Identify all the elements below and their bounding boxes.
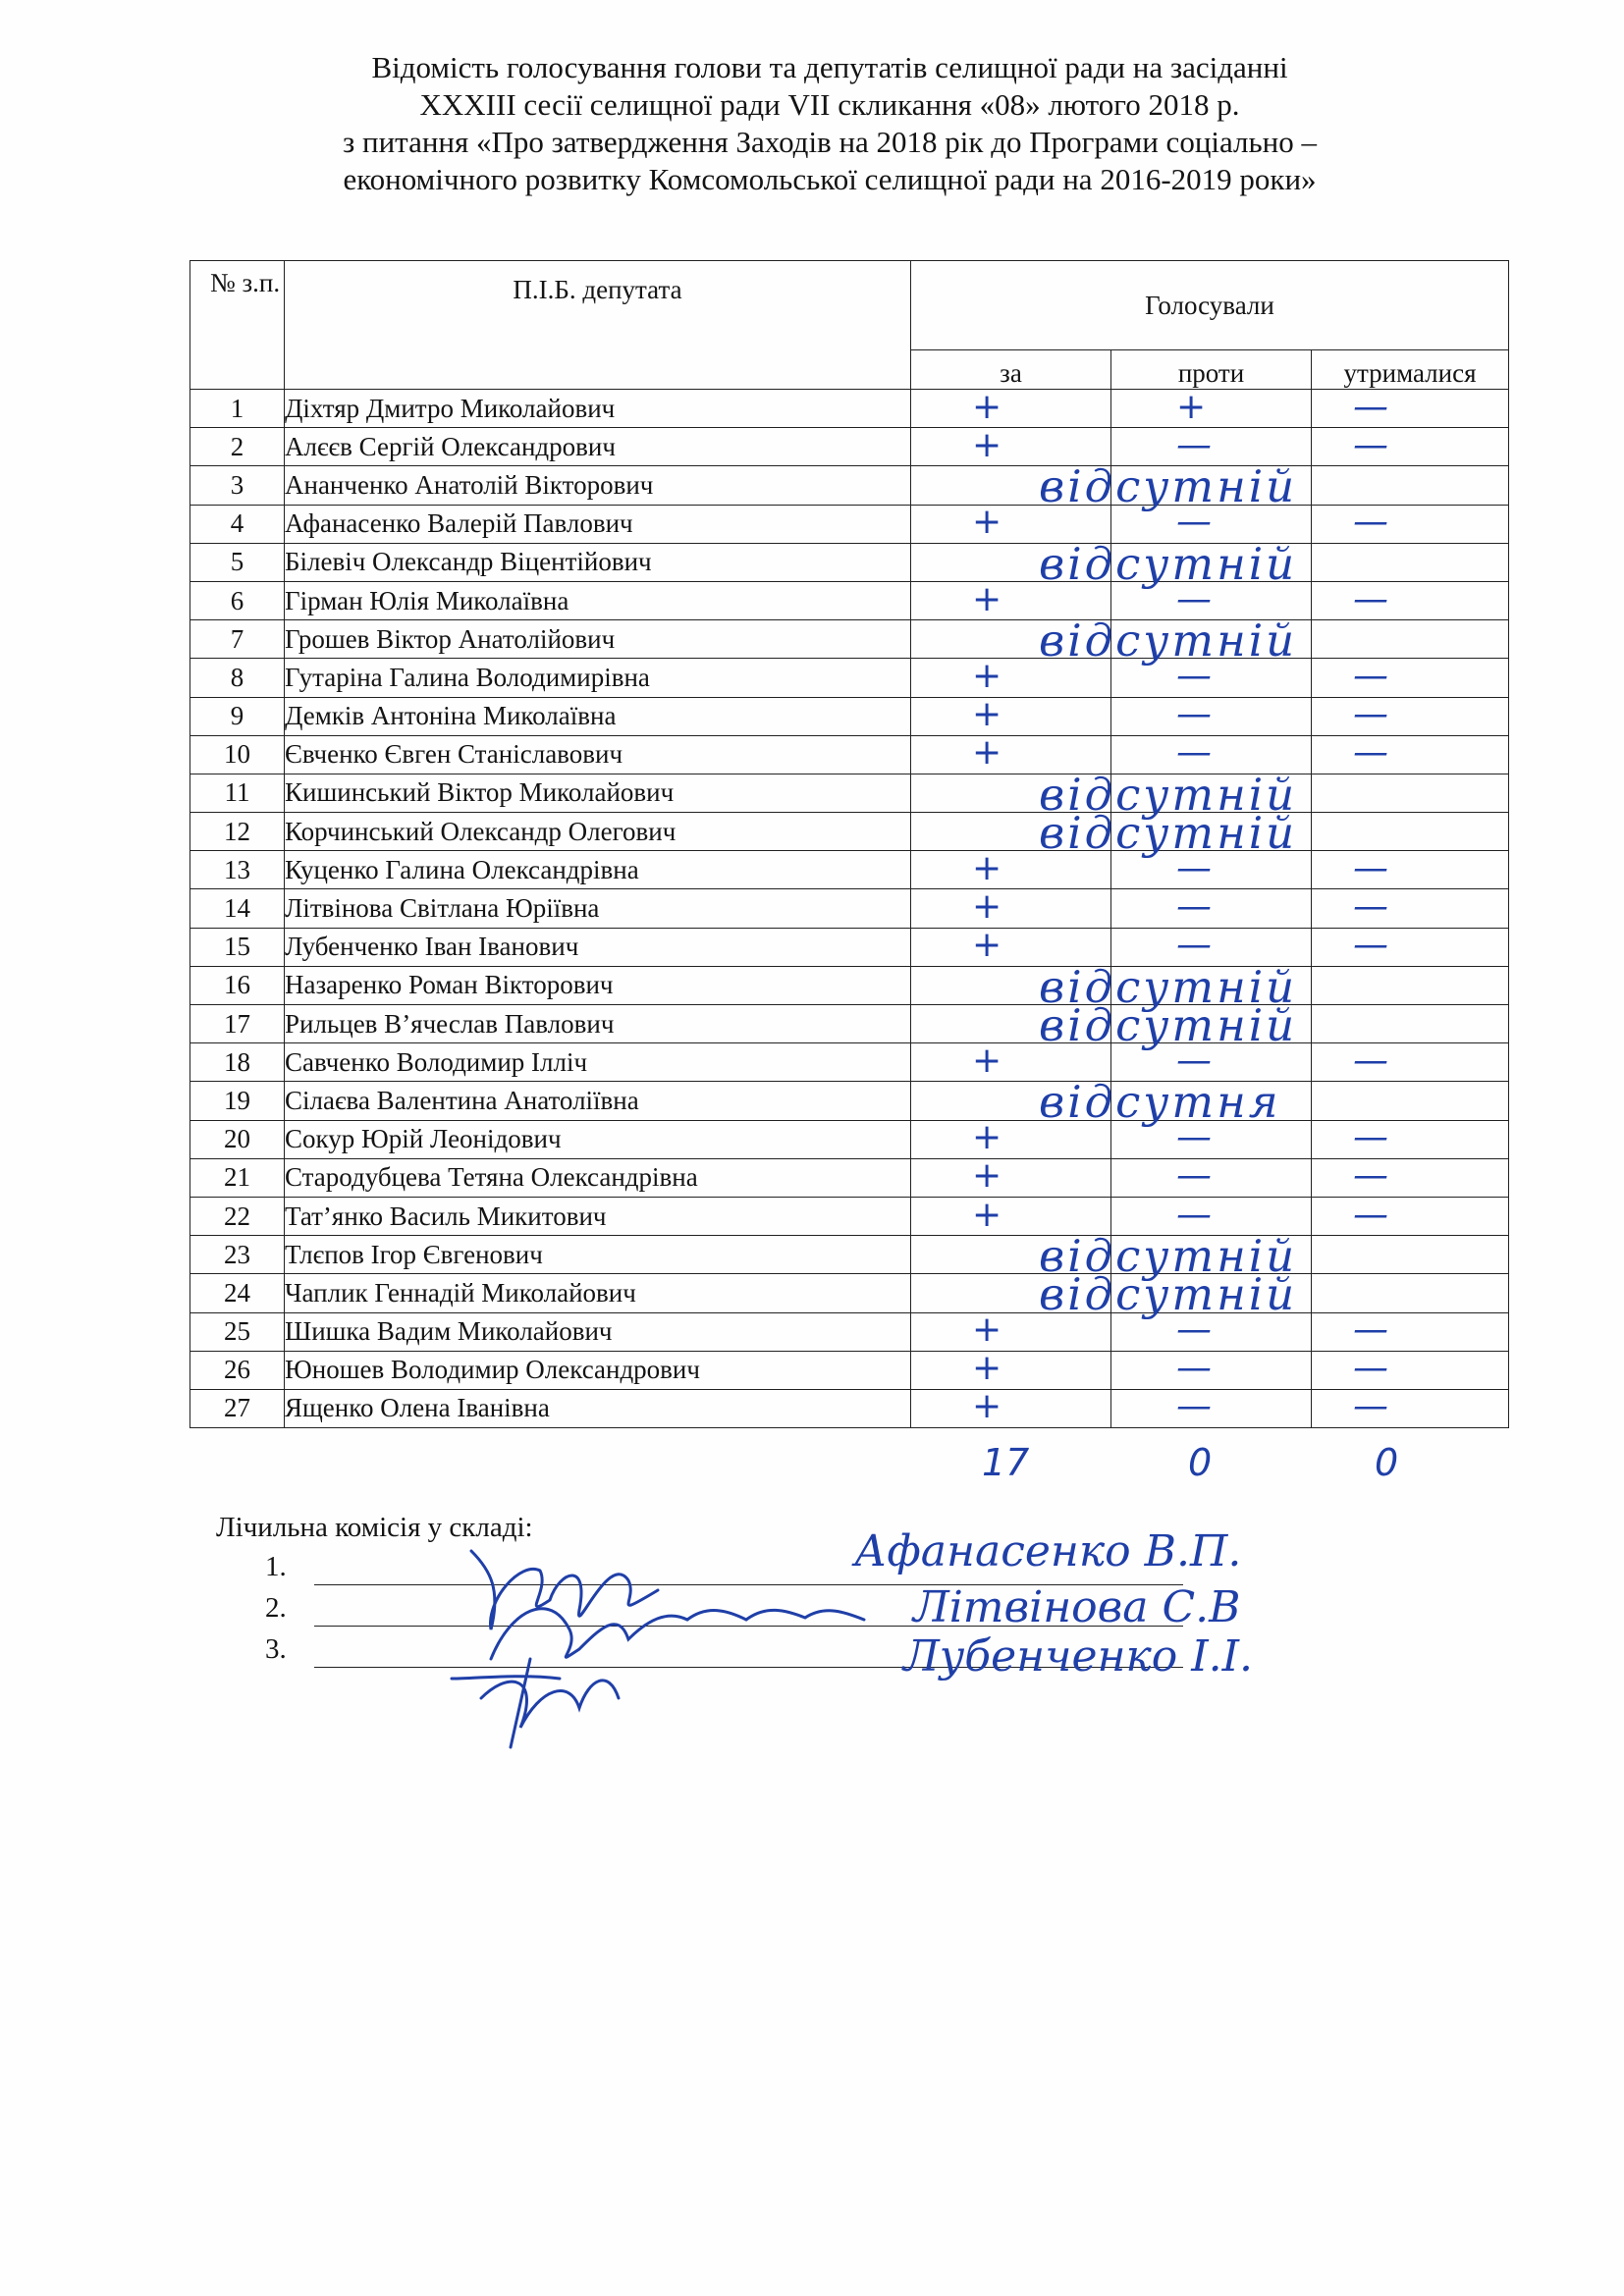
vote-abstained-cell: [1312, 813, 1509, 851]
vote-abstained-cell: [1312, 1386, 1509, 1427]
absent-mark: відсутній: [1039, 614, 1298, 667]
vote-abstained-mark: —: [1353, 694, 1388, 735]
vote-against-mark: —: [1176, 925, 1212, 966]
vote-abstained-mark: —: [1353, 386, 1388, 427]
vote-for-mark: +: [972, 886, 1002, 928]
row-number: 15: [190, 928, 285, 966]
deputy-name: Євченко Євген Станіславович: [285, 735, 911, 774]
absent-mark: відсутній: [1039, 1230, 1298, 1283]
vote-against-cell: [1111, 386, 1312, 428]
vote-against-mark: —: [1176, 1348, 1212, 1389]
table-row: [190, 889, 1509, 928]
vote-for-cell: [911, 537, 1298, 590]
table-row: [190, 735, 1509, 774]
member-number: 1.: [265, 1551, 287, 1582]
deputy-name: Алєєв Сергій Олександрович: [285, 428, 911, 466]
table-row: [190, 928, 1509, 966]
row-number: 25: [190, 1312, 285, 1351]
row-number: 24: [190, 1274, 285, 1312]
vote-abstained-cell: [1312, 424, 1509, 466]
vote-for-cell: [911, 847, 1111, 889]
deputy-name: Куценко Галина Олександрівна: [285, 851, 911, 889]
vote-abstained-cell: [1312, 1040, 1509, 1082]
column-header-abstained: утрималися: [1312, 350, 1509, 390]
deputy-name: Діхтяр Дмитро Миколайович: [285, 390, 911, 428]
vote-for-cell: [911, 614, 1298, 667]
row-number: 7: [190, 620, 285, 659]
table-row: [190, 697, 1509, 735]
row-number: 23: [190, 1236, 285, 1274]
row-number: 6: [190, 581, 285, 619]
table-row: [190, 659, 1509, 697]
vote-against-mark: +: [1176, 386, 1207, 427]
vote-against-cell: [1111, 655, 1312, 697]
heading-line-1: Відомість голосування голови та депутатів селищної ради на засіданні: [371, 50, 1288, 84]
table-row: [190, 1197, 1509, 1235]
deputy-name: Грошев Віктор Анатолійович: [285, 620, 911, 659]
vote-for-cell: [911, 999, 1298, 1051]
vote-for-mark: +: [972, 1117, 1002, 1158]
vote-abstained-cell: [1312, 578, 1509, 619]
commission-member-2: [265, 1592, 287, 1625]
vote-for-mark: +: [972, 502, 1002, 543]
vote-against-mark: —: [1176, 1040, 1212, 1081]
row-number: 14: [190, 889, 285, 928]
deputy-name: Шишка Вадим Миколайович: [285, 1312, 911, 1351]
vote-for-mark: +: [972, 1155, 1002, 1197]
total-against: 0: [1188, 1441, 1213, 1484]
absent-mark: відсутній: [1039, 768, 1298, 821]
row-number: 20: [190, 1120, 285, 1158]
vote-for-mark: +: [972, 1386, 1002, 1427]
member-number: 2.: [265, 1592, 287, 1624]
table-row: [190, 620, 1509, 659]
table-row: [190, 543, 1509, 581]
member-name-3: Лубенченко І.І.: [903, 1631, 1253, 1682]
vote-for-cell: [911, 655, 1111, 697]
vote-for-cell: [911, 1268, 1298, 1321]
vote-abstained-cell: [1312, 1082, 1509, 1120]
row-number: 5: [190, 543, 285, 581]
vote-abstained-mark: —: [1353, 1155, 1388, 1197]
row-number: 16: [190, 966, 285, 1004]
deputy-name: Ананченко Анатолій Вікторович: [285, 466, 911, 505]
vote-for-cell: [911, 1117, 1111, 1158]
commission-title: Лічильна комісія у складі:: [216, 1512, 533, 1543]
signature-3: [452, 1659, 619, 1747]
row-number: 13: [190, 851, 285, 889]
row-number: 1: [190, 390, 285, 428]
vote-against-mark: —: [1176, 886, 1212, 928]
vote-for-cell: [911, 1348, 1111, 1389]
row-number: 12: [190, 813, 285, 851]
column-header-against: проти: [1111, 350, 1312, 390]
row-number: 17: [190, 1005, 285, 1043]
vote-abstained-cell: [1312, 1309, 1509, 1351]
vote-against-mark: —: [1176, 1117, 1212, 1158]
row-number: 3: [190, 466, 285, 505]
absent-mark: відсутній: [1039, 807, 1298, 860]
vote-against-cell: [1111, 886, 1312, 928]
table-row: [190, 1312, 1509, 1351]
vote-for-mark: +: [972, 1194, 1002, 1235]
vote-for-cell: [911, 460, 1298, 513]
document-heading: [177, 49, 1483, 198]
row-number: 27: [190, 1389, 285, 1427]
row-number: 21: [190, 1158, 285, 1197]
column-header-for: за: [911, 350, 1111, 390]
column-header-voted: Голосували: [911, 261, 1509, 350]
commission-member-1: [265, 1551, 287, 1583]
deputy-name: Афанасенко Валерій Павлович: [285, 505, 911, 543]
deputy-name: Корчинський Олександр Олегович: [285, 813, 911, 851]
deputy-name: Демків Антоніна Миколаївна: [285, 697, 911, 735]
deputy-name: Лубенченко Іван Іванович: [285, 928, 911, 966]
table-row: [190, 1274, 1509, 1312]
table-row: [190, 505, 1509, 543]
vote-abstained-cell: [1312, 694, 1509, 735]
table-row: [190, 813, 1509, 851]
absent-mark: відсутня: [1039, 1076, 1281, 1129]
vote-abstained-cell: [1312, 847, 1509, 889]
absent-mark: відсутній: [1039, 537, 1298, 590]
vote-against-cell: [1111, 847, 1312, 889]
table-row: [190, 428, 1509, 466]
heading-line-4: економічного розвитку Комсомольської селищної ради на 2016-2019 роки»: [343, 162, 1317, 196]
table-row: [190, 966, 1509, 1004]
table-row: [190, 1389, 1509, 1427]
table-row: [190, 581, 1509, 619]
vote-abstained-cell: [1312, 1236, 1509, 1274]
deputy-name: Білевіч Олександр Віцентійович: [285, 543, 911, 581]
column-header-number: № з.п.: [190, 261, 285, 390]
vote-abstained-mark: —: [1353, 732, 1388, 774]
vote-against-cell: [1111, 1117, 1312, 1158]
signature-2: [491, 1609, 864, 1659]
vote-for-mark: +: [972, 424, 1002, 465]
total-for: 17: [982, 1441, 1030, 1484]
absent-mark: відсутній: [1039, 999, 1298, 1051]
deputy-name: Савченко Володимир Ілліч: [285, 1043, 911, 1082]
deputy-name: Тлєпов Ігор Євгенович: [285, 1236, 911, 1274]
vote-against-mark: —: [1176, 1386, 1212, 1427]
vote-abstained-mark: —: [1353, 424, 1388, 465]
table-row: [190, 1120, 1509, 1158]
vote-abstained-mark: —: [1353, 886, 1388, 928]
table-row: [190, 774, 1509, 812]
vote-for-mark: +: [972, 732, 1002, 774]
table-row: [190, 466, 1509, 505]
vote-for-cell: [911, 807, 1298, 860]
vote-abstained-cell: [1312, 1117, 1509, 1158]
member-name-1: Афанасенко В.П.: [854, 1526, 1242, 1576]
vote-for-mark: +: [972, 655, 1002, 696]
deputy-name: Юношев Володимир Олександрович: [285, 1351, 911, 1389]
deputy-name: Назаренко Роман Вікторович: [285, 966, 911, 1004]
vote-abstained-cell: [1312, 1194, 1509, 1235]
vote-against-mark: —: [1176, 578, 1212, 619]
vote-abstained-cell: [1312, 1348, 1509, 1389]
vote-abstained-cell: [1312, 655, 1509, 697]
column-header-name: П.І.Б. депутата: [285, 261, 911, 390]
total-abstained: 0: [1375, 1441, 1399, 1484]
commission-member-3: [265, 1633, 287, 1666]
vote-against-mark: —: [1176, 732, 1212, 774]
vote-against-mark: —: [1176, 1194, 1212, 1235]
table-row: [190, 1236, 1509, 1274]
vote-against-mark: —: [1176, 694, 1212, 735]
signature-1: [471, 1551, 658, 1629]
table-row: [190, 1082, 1509, 1120]
vote-against-mark: —: [1176, 847, 1212, 888]
table-row: [190, 1005, 1509, 1043]
vote-for-mark: +: [972, 847, 1002, 888]
absent-mark: відсутній: [1039, 460, 1298, 513]
vote-for-cell: [911, 1309, 1111, 1351]
vote-for-mark: +: [972, 925, 1002, 966]
deputy-name: Кишинський Віктор Миколайович: [285, 774, 911, 812]
member-name-2: Літвінова С.В: [913, 1582, 1241, 1632]
heading-line-3: з питання «Про затвердження Заходів на 2018 рік до Програми соціально –: [342, 125, 1317, 159]
deputy-name: Сілаєва Валентина Анатоліївна: [285, 1082, 911, 1120]
vote-abstained-mark: —: [1353, 502, 1388, 543]
vote-against-cell: [1111, 694, 1312, 735]
row-number: 4: [190, 505, 285, 543]
table-row: [190, 1351, 1509, 1389]
heading-line-2: XXXIII сесії селищної ради VII скликання «08» лютого 2018 р.: [419, 87, 1240, 122]
vote-for-mark: +: [972, 1348, 1002, 1389]
vote-for-mark: +: [972, 1040, 1002, 1081]
vote-abstained-cell: [1312, 966, 1509, 1004]
vote-abstained-mark: —: [1353, 1194, 1388, 1235]
vote-against-mark: —: [1176, 502, 1212, 543]
vote-against-mark: —: [1176, 1155, 1212, 1197]
deputy-name: Ященко Олена Іванівна: [285, 1389, 911, 1427]
vote-abstained-cell: [1312, 502, 1509, 543]
vote-against-cell: [1111, 1309, 1312, 1351]
table-row: [190, 390, 1509, 428]
row-number: 26: [190, 1351, 285, 1389]
vote-abstained-mark: —: [1353, 1117, 1388, 1158]
vote-for-cell: [911, 1386, 1111, 1427]
deputy-name: Тат’янко Василь Микитович: [285, 1197, 911, 1235]
vote-abstained-mark: —: [1353, 1040, 1388, 1081]
vote-for-cell: [911, 1155, 1111, 1197]
vote-abstained-mark: —: [1353, 578, 1388, 619]
row-number: 22: [190, 1197, 285, 1235]
vote-abstained-cell: [1312, 620, 1509, 659]
deputy-name: Сокур Юрій Леонідович: [285, 1120, 911, 1158]
vote-for-cell: [911, 694, 1111, 735]
vote-for-mark: +: [972, 578, 1002, 619]
vote-abstained-mark: —: [1353, 1386, 1388, 1427]
table-row: [190, 1158, 1509, 1197]
vote-abstained-mark: —: [1353, 1309, 1388, 1351]
vote-against-cell: [1111, 1348, 1312, 1389]
deputy-name: Чаплик Геннадій Миколайович: [285, 1274, 911, 1312]
vote-abstained-mark: —: [1353, 655, 1388, 696]
row-number: 2: [190, 428, 285, 466]
row-number: 9: [190, 697, 285, 735]
member-number: 3.: [265, 1633, 287, 1665]
vote-abstained-cell: [1312, 1155, 1509, 1197]
row-number: 19: [190, 1082, 285, 1120]
vote-for-cell: [911, 386, 1111, 428]
row-number: 8: [190, 659, 285, 697]
voting-table: [189, 260, 1509, 1428]
deputy-name: Гірман Юлія Миколаївна: [285, 581, 911, 619]
absent-mark: відсутній: [1039, 1268, 1298, 1321]
deputy-name: Рильцев В’ячеслав Павлович: [285, 1005, 911, 1043]
row-number: 10: [190, 735, 285, 774]
vote-abstained-mark: —: [1353, 847, 1388, 888]
table-row: [190, 851, 1509, 889]
deputy-name: Стародубцева Тетяна Олександрівна: [285, 1158, 911, 1197]
deputy-name: Літвінова Світлана Юріївна: [285, 889, 911, 928]
vote-abstained-cell: [1312, 886, 1509, 928]
vote-abstained-cell: [1312, 774, 1509, 812]
vote-abstained-cell: [1312, 925, 1509, 966]
vote-for-mark: +: [972, 694, 1002, 735]
handwritten-signatures: [432, 1531, 943, 1757]
vote-abstained-cell: [1312, 543, 1509, 581]
vote-for-cell: [911, 886, 1111, 928]
vote-against-cell: [1111, 1386, 1312, 1427]
row-number: 18: [190, 1043, 285, 1082]
table-row: [190, 1043, 1509, 1082]
vote-abstained-cell: [1312, 732, 1509, 774]
vote-for-mark: +: [972, 386, 1002, 427]
vote-abstained-cell: [1312, 466, 1509, 505]
vote-against-mark: —: [1176, 424, 1212, 465]
vote-abstained-mark: —: [1353, 1348, 1388, 1389]
row-number: 11: [190, 774, 285, 812]
vote-for-mark: +: [972, 1309, 1002, 1351]
vote-abstained-cell: [1312, 1274, 1509, 1312]
vote-abstained-cell: [1312, 386, 1509, 428]
vote-against-cell: [1111, 1155, 1312, 1197]
vote-against-mark: —: [1176, 1309, 1212, 1351]
vote-against-mark: —: [1176, 655, 1212, 696]
absent-mark: відсутній: [1039, 960, 1298, 1013]
vote-for-cell: [911, 1076, 1281, 1129]
vote-abstained-cell: [1312, 1005, 1509, 1043]
vote-abstained-mark: —: [1353, 925, 1388, 966]
deputy-name: Гутаріна Галина Володимирівна: [285, 659, 911, 697]
